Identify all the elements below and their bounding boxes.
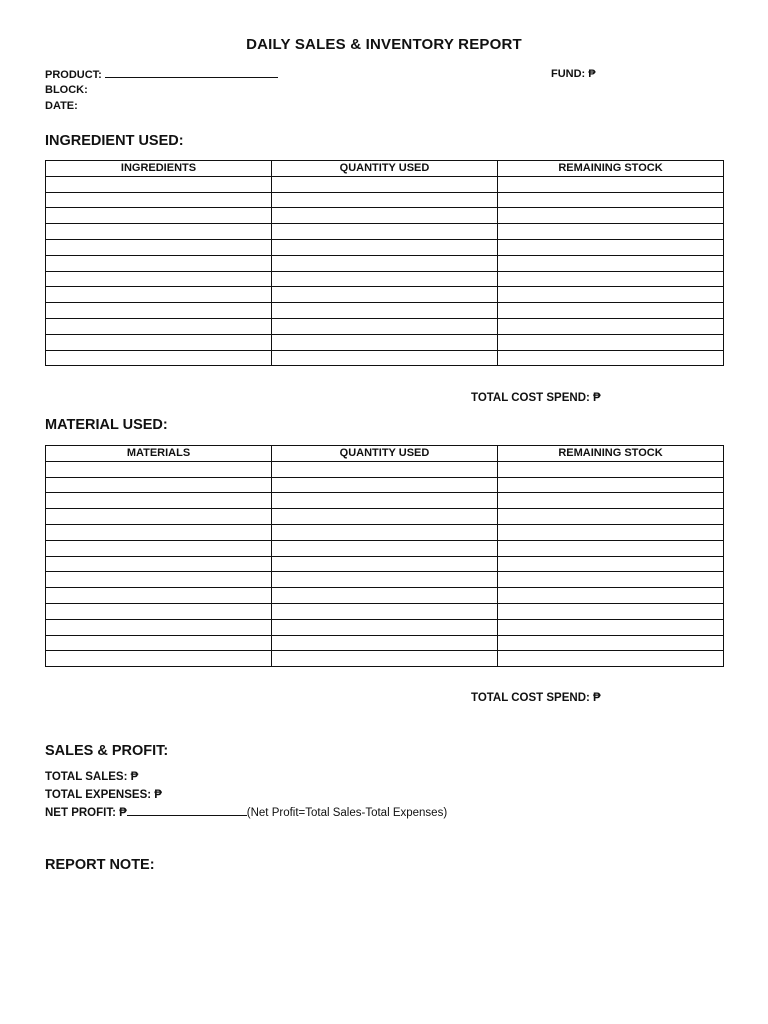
ingredients-total-cost: TOTAL COST SPEND: ₱ <box>471 392 601 404</box>
table-cell[interactable] <box>272 255 498 271</box>
total-sales-label: TOTAL SALES: ₱ <box>45 771 139 783</box>
fund-label: FUND: ₱ <box>551 68 596 80</box>
table-row <box>46 334 724 350</box>
table-row <box>46 303 724 319</box>
table-row <box>46 588 724 604</box>
table-row <box>46 271 724 287</box>
table-cell[interactable] <box>498 224 724 240</box>
table-cell[interactable] <box>46 588 272 604</box>
table-row <box>46 651 724 667</box>
table-cell[interactable] <box>272 588 498 604</box>
table-cell[interactable] <box>498 556 724 572</box>
table-cell[interactable] <box>498 588 724 604</box>
table-cell[interactable] <box>272 176 498 192</box>
table-cell[interactable] <box>46 556 272 572</box>
table-row <box>46 477 724 493</box>
page-title: DAILY SALES & INVENTORY REPORT <box>246 36 522 53</box>
table-cell[interactable] <box>498 619 724 635</box>
table-cell[interactable] <box>46 461 272 477</box>
table-cell[interactable] <box>46 572 272 588</box>
materials-total-cost: TOTAL COST SPEND: ₱ <box>471 692 601 704</box>
materials-table <box>45 445 724 667</box>
table-cell[interactable] <box>46 192 272 208</box>
col-header-remaining-stock: REMAINING STOCK <box>498 161 724 177</box>
table-cell[interactable] <box>498 572 724 588</box>
date-label: DATE: <box>45 100 78 112</box>
table-row <box>46 572 724 588</box>
table-cell[interactable] <box>46 619 272 635</box>
table-row <box>46 461 724 477</box>
table-cell[interactable] <box>272 540 498 556</box>
product-label: PRODUCT: <box>45 69 102 81</box>
col-header-quantity-used: QUANTITY USED <box>272 161 498 177</box>
table-cell[interactable] <box>498 287 724 303</box>
table-cell[interactable] <box>498 477 724 493</box>
net-profit-field <box>45 806 447 819</box>
table-cell[interactable] <box>498 208 724 224</box>
table-row <box>46 619 724 635</box>
table-cell[interactable] <box>272 619 498 635</box>
table-cell[interactable] <box>272 224 498 240</box>
table-cell[interactable] <box>498 509 724 525</box>
table-cell[interactable] <box>46 603 272 619</box>
ingredients-table <box>45 160 724 366</box>
product-underline[interactable] <box>105 68 278 78</box>
table-cell[interactable] <box>498 334 724 350</box>
date-field <box>45 100 78 112</box>
table-row <box>46 192 724 208</box>
table-cell[interactable] <box>272 461 498 477</box>
table-cell[interactable] <box>272 303 498 319</box>
table-cell[interactable] <box>272 651 498 667</box>
table-row <box>46 350 724 366</box>
table-cell[interactable] <box>498 176 724 192</box>
table-row <box>46 239 724 255</box>
block-label: BLOCK: <box>45 84 88 96</box>
table-cell[interactable] <box>498 192 724 208</box>
table-cell[interactable] <box>272 239 498 255</box>
table-cell[interactable] <box>272 208 498 224</box>
col-header-remaining-stock: REMAINING STOCK <box>498 446 724 462</box>
table-cell[interactable] <box>498 635 724 651</box>
table-row <box>46 224 724 240</box>
net-profit-formula: (Net Profit=Total Sales-Total Expenses) <box>246 807 448 819</box>
table-cell[interactable] <box>46 334 272 350</box>
report-note-heading: REPORT NOTE: <box>45 857 155 873</box>
total-sales-field <box>45 771 138 783</box>
table-cell[interactable] <box>498 303 724 319</box>
table-row <box>46 255 724 271</box>
table-row <box>46 493 724 509</box>
table-cell[interactable] <box>46 208 272 224</box>
table-row <box>46 540 724 556</box>
product-field <box>45 68 278 81</box>
net-profit-underline[interactable] <box>127 806 247 816</box>
table-cell[interactable] <box>46 271 272 287</box>
table-row <box>46 509 724 525</box>
col-header-ingredients: INGREDIENTS <box>46 161 272 177</box>
table-cell[interactable] <box>46 651 272 667</box>
table-cell[interactable] <box>498 524 724 540</box>
table-cell[interactable] <box>498 271 724 287</box>
table-row <box>46 287 724 303</box>
table-row <box>46 318 724 334</box>
table-row <box>46 635 724 651</box>
table-row <box>46 176 724 192</box>
table-cell[interactable] <box>272 318 498 334</box>
table-cell[interactable] <box>272 603 498 619</box>
table-cell[interactable] <box>46 176 272 192</box>
table-cell[interactable] <box>46 493 272 509</box>
table-cell[interactable] <box>272 509 498 525</box>
table-cell[interactable] <box>272 334 498 350</box>
sales-profit-heading: SALES & PROFIT: <box>45 743 169 759</box>
table-cell[interactable] <box>272 192 498 208</box>
table-cell[interactable] <box>272 572 498 588</box>
table-row <box>46 208 724 224</box>
table-cell[interactable] <box>272 271 498 287</box>
table-cell[interactable] <box>46 287 272 303</box>
table-cell[interactable] <box>272 477 498 493</box>
col-header-quantity-used: QUANTITY USED <box>272 446 498 462</box>
fund-field <box>551 68 596 80</box>
table-cell[interactable] <box>46 477 272 493</box>
ingredient-used-heading: INGREDIENT USED: <box>45 133 184 149</box>
table-header-row <box>46 446 724 462</box>
table-cell[interactable] <box>498 461 724 477</box>
table-row <box>46 524 724 540</box>
table-cell[interactable] <box>46 255 272 271</box>
table-cell[interactable] <box>46 524 272 540</box>
table-cell[interactable] <box>498 651 724 667</box>
table-cell[interactable] <box>46 239 272 255</box>
col-header-materials: MATERIALS <box>46 446 272 462</box>
table-cell[interactable] <box>46 635 272 651</box>
table-cell[interactable] <box>498 493 724 509</box>
block-field <box>45 84 88 96</box>
table-cell[interactable] <box>498 255 724 271</box>
total-expenses-label: TOTAL EXPENSES: ₱ <box>45 789 162 801</box>
table-cell[interactable] <box>498 540 724 556</box>
table-cell[interactable] <box>272 635 498 651</box>
table-row <box>46 603 724 619</box>
table-cell[interactable] <box>46 224 272 240</box>
ingredients-table-body <box>46 176 724 366</box>
table-cell[interactable] <box>272 524 498 540</box>
table-cell[interactable] <box>272 287 498 303</box>
table-header-row <box>46 161 724 177</box>
table-cell[interactable] <box>498 239 724 255</box>
table-cell[interactable] <box>498 603 724 619</box>
table-row <box>46 556 724 572</box>
material-used-heading: MATERIAL USED: <box>45 417 168 433</box>
table-cell[interactable] <box>272 493 498 509</box>
table-cell[interactable] <box>46 540 272 556</box>
table-cell[interactable] <box>498 350 724 366</box>
table-cell[interactable] <box>46 350 272 366</box>
materials-table-body <box>46 461 724 666</box>
table-cell[interactable] <box>498 318 724 334</box>
table-cell[interactable] <box>46 509 272 525</box>
net-profit-label: NET PROFIT: ₱ <box>45 807 127 819</box>
table-cell[interactable] <box>46 303 272 319</box>
table-cell[interactable] <box>46 318 272 334</box>
table-cell[interactable] <box>272 350 498 366</box>
table-cell[interactable] <box>272 556 498 572</box>
total-expenses-field <box>45 789 162 801</box>
